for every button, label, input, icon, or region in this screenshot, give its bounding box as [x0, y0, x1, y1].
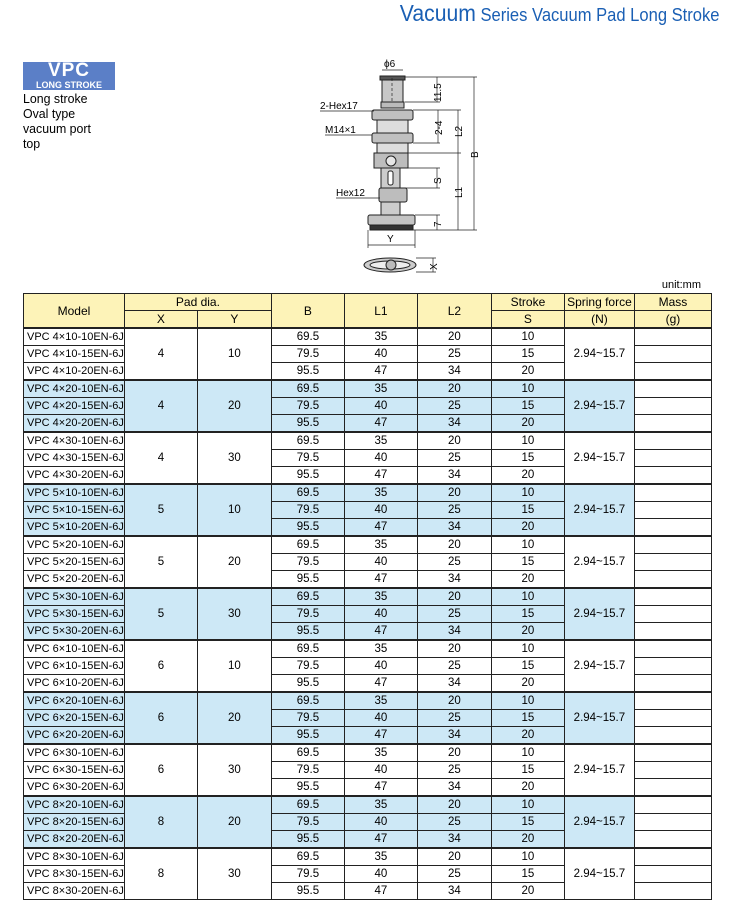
- stroke-cell: 15: [491, 814, 564, 831]
- b-cell: 79.5: [271, 658, 344, 675]
- l1-cell: 40: [344, 554, 417, 571]
- model-cell: VPC 4×10-20EN-6J: [24, 363, 125, 381]
- stroke-cell: 15: [491, 606, 564, 623]
- stroke-cell: 20: [491, 727, 564, 745]
- spec-table-body: [24, 328, 712, 900]
- pad-x-cell: 5: [124, 588, 197, 640]
- l1-cell: 47: [344, 779, 417, 797]
- l2-cell: 34: [417, 779, 491, 797]
- model-cell: VPC 4×20-20EN-6J: [24, 415, 125, 433]
- l1-cell: 47: [344, 623, 417, 641]
- mass-cell: [634, 814, 711, 831]
- table-row: [24, 536, 712, 554]
- stroke-cell: 20: [491, 883, 564, 900]
- l1-cell: 35: [344, 328, 417, 346]
- stroke-cell: 10: [491, 484, 564, 502]
- b-cell: 69.5: [271, 536, 344, 554]
- table-row: [24, 640, 712, 658]
- mass-cell: [634, 848, 711, 866]
- stroke-cell: 15: [491, 658, 564, 675]
- l2-cell: 25: [417, 346, 491, 363]
- b-cell: 79.5: [271, 450, 344, 467]
- b-cell: 69.5: [271, 588, 344, 606]
- pad-y-cell: 30: [197, 588, 271, 640]
- mass-cell: [634, 346, 711, 363]
- pad-x-cell: 4: [124, 432, 197, 484]
- stroke-cell: 20: [491, 675, 564, 693]
- stroke-cell: 20: [491, 623, 564, 641]
- l2-cell: 34: [417, 623, 491, 641]
- b-cell: 79.5: [271, 866, 344, 883]
- b-cell: 69.5: [271, 432, 344, 450]
- header-pad-dia: Pad dia.: [124, 294, 271, 311]
- pad-x-cell: 6: [124, 640, 197, 692]
- model-cell: VPC 5×10-15EN-6J: [24, 502, 125, 519]
- desc-line: vacuum port: [23, 121, 91, 136]
- mass-cell: [634, 692, 711, 710]
- mass-cell: [634, 796, 711, 814]
- b-cell: 79.5: [271, 710, 344, 727]
- title-rest: Series Vacuum Pad Long Stroke: [475, 5, 719, 25]
- l1-cell: 47: [344, 363, 417, 381]
- model-cell: VPC 5×10-10EN-6J: [24, 484, 125, 502]
- stroke-cell: 15: [491, 866, 564, 883]
- stroke-cell: 20: [491, 415, 564, 433]
- l1-cell: 40: [344, 710, 417, 727]
- b-cell: 95.5: [271, 883, 344, 900]
- l1-cell: 35: [344, 588, 417, 606]
- model-cell: VPC 8×20-15EN-6J: [24, 814, 125, 831]
- dim-2-4: 2-4: [434, 120, 445, 135]
- stroke-cell: 15: [491, 502, 564, 519]
- l1-cell: 47: [344, 467, 417, 485]
- mass-cell: [634, 502, 711, 519]
- dim-l2: L2: [454, 125, 465, 137]
- mass-cell: [634, 831, 711, 849]
- b-cell: 69.5: [271, 848, 344, 866]
- mass-cell: [634, 883, 711, 900]
- stroke-cell: 10: [491, 692, 564, 710]
- desc-line: Long stroke: [23, 91, 88, 106]
- stroke-cell: 10: [491, 848, 564, 866]
- model-cell: VPC 6×20-20EN-6J: [24, 727, 125, 745]
- model-cell: VPC 6×10-20EN-6J: [24, 675, 125, 693]
- dim-x: X: [429, 263, 440, 270]
- model-cell: VPC 4×20-15EN-6J: [24, 398, 125, 415]
- model-cell: VPC 6×20-10EN-6J: [24, 692, 125, 710]
- l1-cell: 40: [344, 502, 417, 519]
- l1-cell: 47: [344, 675, 417, 693]
- l1-cell: 40: [344, 866, 417, 883]
- l2-cell: 34: [417, 675, 491, 693]
- l1-cell: 47: [344, 727, 417, 745]
- header-spring-sub: (N): [564, 311, 634, 329]
- model-cell: VPC 6×30-20EN-6J: [24, 779, 125, 797]
- spring-force-cell: 2.94~15.7: [564, 848, 634, 900]
- model-cell: VPC 8×20-20EN-6J: [24, 831, 125, 849]
- mass-cell: [634, 744, 711, 762]
- stroke-cell: 20: [491, 519, 564, 537]
- badge-main: VPC: [47, 60, 91, 81]
- header-y: Y: [197, 311, 271, 329]
- spring-force-cell: 2.94~15.7: [564, 380, 634, 432]
- b-cell: 95.5: [271, 571, 344, 589]
- model-cell: VPC 4×10-15EN-6J: [24, 346, 125, 363]
- header-l2: L2: [417, 294, 491, 329]
- l1-cell: 40: [344, 658, 417, 675]
- l1-cell: 35: [344, 380, 417, 398]
- mass-cell: [634, 484, 711, 502]
- vacuum-pad-drawing: [0, 0, 731, 290]
- table-row: [24, 432, 712, 450]
- model-cell: VPC 8×20-10EN-6J: [24, 796, 125, 814]
- b-cell: 79.5: [271, 606, 344, 623]
- stroke-cell: 15: [491, 398, 564, 415]
- l2-cell: 34: [417, 467, 491, 485]
- l2-cell: 25: [417, 554, 491, 571]
- l2-cell: 34: [417, 415, 491, 433]
- model-cell: VPC 4×20-10EN-6J: [24, 380, 125, 398]
- model-cell: VPC 8×30-10EN-6J: [24, 848, 125, 866]
- model-cell: VPC 6×30-10EN-6J: [24, 744, 125, 762]
- l2-cell: 20: [417, 848, 491, 866]
- model-cell: VPC 5×30-10EN-6J: [24, 588, 125, 606]
- label-m14: M14×1: [325, 125, 356, 136]
- l2-cell: 34: [417, 519, 491, 537]
- spec-table: [23, 293, 712, 900]
- model-cell: VPC 4×30-10EN-6J: [24, 432, 125, 450]
- mass-cell: [634, 554, 711, 571]
- mass-cell: [634, 762, 711, 779]
- spring-force-cell: 2.94~15.7: [564, 536, 634, 588]
- stroke-cell: 10: [491, 380, 564, 398]
- l1-cell: 47: [344, 519, 417, 537]
- stroke-cell: 20: [491, 467, 564, 485]
- l2-cell: 20: [417, 536, 491, 554]
- b-cell: 69.5: [271, 692, 344, 710]
- pad-x-cell: 8: [124, 848, 197, 900]
- model-cell: VPC 6×20-15EN-6J: [24, 710, 125, 727]
- spring-force-cell: 2.94~15.7: [564, 796, 634, 848]
- l2-cell: 25: [417, 710, 491, 727]
- dim-7: 7: [433, 221, 444, 227]
- l2-cell: 34: [417, 571, 491, 589]
- model-cell: VPC 8×30-20EN-6J: [24, 883, 125, 900]
- mass-cell: [634, 536, 711, 554]
- stroke-cell: 15: [491, 710, 564, 727]
- mass-cell: [634, 606, 711, 623]
- stroke-cell: 20: [491, 363, 564, 381]
- l2-cell: 34: [417, 831, 491, 849]
- header-b: B: [271, 294, 344, 329]
- b-cell: 95.5: [271, 675, 344, 693]
- mass-cell: [634, 779, 711, 797]
- b-cell: 95.5: [271, 727, 344, 745]
- table-row: [24, 744, 712, 762]
- unit-label: unit:mm: [661, 279, 701, 291]
- model-cell: VPC 4×10-10EN-6J: [24, 328, 125, 346]
- mass-cell: [634, 727, 711, 745]
- l2-cell: 20: [417, 380, 491, 398]
- b-cell: 69.5: [271, 796, 344, 814]
- pad-y-cell: 20: [197, 536, 271, 588]
- b-cell: 95.5: [271, 519, 344, 537]
- pad-y-cell: 20: [197, 692, 271, 744]
- pad-x-cell: 6: [124, 744, 197, 796]
- mass-cell: [634, 519, 711, 537]
- table-row: [24, 380, 712, 398]
- table-row: [24, 692, 712, 710]
- b-cell: 95.5: [271, 467, 344, 485]
- pad-y-cell: 10: [197, 484, 271, 536]
- b-cell: 79.5: [271, 398, 344, 415]
- table-row: [24, 484, 712, 502]
- model-cell: VPC 5×20-10EN-6J: [24, 536, 125, 554]
- spring-force-cell: 2.94~15.7: [564, 588, 634, 640]
- spring-force-cell: 2.94~15.7: [564, 692, 634, 744]
- dim-b: B: [470, 151, 481, 158]
- l1-cell: 35: [344, 536, 417, 554]
- l1-cell: 40: [344, 814, 417, 831]
- model-cell: VPC 5×10-20EN-6J: [24, 519, 125, 537]
- b-cell: 69.5: [271, 744, 344, 762]
- l1-cell: 40: [344, 606, 417, 623]
- l1-cell: 35: [344, 796, 417, 814]
- l1-cell: 47: [344, 883, 417, 900]
- pad-x-cell: 5: [124, 536, 197, 588]
- l2-cell: 34: [417, 363, 491, 381]
- pad-x-cell: 4: [124, 328, 197, 380]
- stroke-cell: 20: [491, 779, 564, 797]
- spring-force-cell: 2.94~15.7: [564, 328, 634, 380]
- l2-cell: 25: [417, 606, 491, 623]
- mass-cell: [634, 450, 711, 467]
- dim-l1: L1: [454, 186, 465, 198]
- mass-cell: [634, 640, 711, 658]
- stroke-cell: 15: [491, 554, 564, 571]
- l2-cell: 20: [417, 328, 491, 346]
- stroke-cell: 15: [491, 762, 564, 779]
- l2-cell: 20: [417, 640, 491, 658]
- stroke-cell: 10: [491, 744, 564, 762]
- stroke-cell: 10: [491, 796, 564, 814]
- stroke-cell: 15: [491, 346, 564, 363]
- title-series: Vacuum: [399, 0, 476, 26]
- model-cell: VPC 5×20-20EN-6J: [24, 571, 125, 589]
- model-cell: VPC 6×10-10EN-6J: [24, 640, 125, 658]
- desc-line: top: [23, 136, 41, 151]
- spring-force-cell: 2.94~15.7: [564, 484, 634, 536]
- pad-x-cell: 5: [124, 484, 197, 536]
- header-spring: Spring force: [564, 294, 634, 311]
- model-cell: VPC 5×30-15EN-6J: [24, 606, 125, 623]
- l2-cell: 34: [417, 727, 491, 745]
- header-mass: Mass: [634, 294, 711, 311]
- model-cell: VPC 6×10-15EN-6J: [24, 658, 125, 675]
- mass-cell: [634, 398, 711, 415]
- b-cell: 79.5: [271, 554, 344, 571]
- pad-y-cell: 30: [197, 744, 271, 796]
- model-cell: VPC 5×20-15EN-6J: [24, 554, 125, 571]
- desc-line: Oval type: [23, 106, 76, 121]
- table-row: [24, 796, 712, 814]
- b-cell: 95.5: [271, 623, 344, 641]
- mass-cell: [634, 328, 711, 346]
- pad-x-cell: 8: [124, 796, 197, 848]
- stroke-cell: 20: [491, 831, 564, 849]
- l1-cell: 35: [344, 432, 417, 450]
- dim-y: Y: [387, 234, 394, 245]
- model-cell: VPC 6×30-15EN-6J: [24, 762, 125, 779]
- l1-cell: 35: [344, 640, 417, 658]
- mass-cell: [634, 675, 711, 693]
- l2-cell: 25: [417, 762, 491, 779]
- l2-cell: 25: [417, 450, 491, 467]
- header-stroke-sub: S: [491, 311, 564, 329]
- header-l1: L1: [344, 294, 417, 329]
- b-cell: 79.5: [271, 346, 344, 363]
- b-cell: 95.5: [271, 415, 344, 433]
- b-cell: 69.5: [271, 640, 344, 658]
- b-cell: 79.5: [271, 502, 344, 519]
- l2-cell: 34: [417, 883, 491, 900]
- spring-force-cell: 2.94~15.7: [564, 432, 634, 484]
- label-hex12: Hex12: [336, 188, 365, 199]
- stroke-cell: 10: [491, 588, 564, 606]
- stroke-cell: 10: [491, 328, 564, 346]
- header-mass-sub: (g): [634, 311, 711, 329]
- b-cell: 69.5: [271, 380, 344, 398]
- mass-cell: [634, 571, 711, 589]
- l2-cell: 25: [417, 814, 491, 831]
- label-hex17: 2-Hex17: [320, 101, 358, 112]
- pad-x-cell: 6: [124, 692, 197, 744]
- l1-cell: 35: [344, 692, 417, 710]
- b-cell: 79.5: [271, 762, 344, 779]
- stroke-cell: 20: [491, 571, 564, 589]
- pad-y-cell: 10: [197, 640, 271, 692]
- badge-sub: LONG STROKE: [35, 80, 102, 90]
- model-cell: VPC 8×30-15EN-6J: [24, 866, 125, 883]
- pad-y-cell: 30: [197, 432, 271, 484]
- mass-cell: [634, 467, 711, 485]
- mass-cell: [634, 588, 711, 606]
- table-row: [24, 588, 712, 606]
- l1-cell: 35: [344, 744, 417, 762]
- table-row: [24, 328, 712, 346]
- l2-cell: 20: [417, 796, 491, 814]
- mass-cell: [634, 866, 711, 883]
- spring-force-cell: 2.94~15.7: [564, 744, 634, 796]
- mass-cell: [634, 415, 711, 433]
- header-stroke: Stroke: [491, 294, 564, 311]
- b-cell: 95.5: [271, 363, 344, 381]
- l2-cell: 25: [417, 398, 491, 415]
- dim-s: S: [433, 177, 444, 184]
- l1-cell: 35: [344, 848, 417, 866]
- model-cell: VPC 5×30-20EN-6J: [24, 623, 125, 641]
- pad-y-cell: 20: [197, 796, 271, 848]
- l2-cell: 20: [417, 692, 491, 710]
- l1-cell: 40: [344, 450, 417, 467]
- header-model: Model: [24, 294, 125, 329]
- mass-cell: [634, 432, 711, 450]
- l1-cell: 40: [344, 398, 417, 415]
- pad-y-cell: 30: [197, 848, 271, 900]
- b-cell: 79.5: [271, 814, 344, 831]
- b-cell: 95.5: [271, 831, 344, 849]
- l2-cell: 20: [417, 432, 491, 450]
- stroke-cell: 10: [491, 432, 564, 450]
- mass-cell: [634, 658, 711, 675]
- pad-y-cell: 10: [197, 328, 271, 380]
- mass-cell: [634, 623, 711, 641]
- stroke-cell: 10: [491, 640, 564, 658]
- b-cell: 69.5: [271, 328, 344, 346]
- l1-cell: 35: [344, 484, 417, 502]
- l1-cell: 40: [344, 346, 417, 363]
- l2-cell: 20: [417, 588, 491, 606]
- stroke-cell: 15: [491, 450, 564, 467]
- l1-cell: 40: [344, 762, 417, 779]
- mass-cell: [634, 363, 711, 381]
- pad-x-cell: 4: [124, 380, 197, 432]
- mass-cell: [634, 710, 711, 727]
- b-cell: 95.5: [271, 779, 344, 797]
- l2-cell: 25: [417, 658, 491, 675]
- model-cell: VPC 4×30-20EN-6J: [24, 467, 125, 485]
- model-cell: VPC 4×30-15EN-6J: [24, 450, 125, 467]
- l2-cell: 20: [417, 744, 491, 762]
- table-row: [24, 848, 712, 866]
- dim-phi6: ϕ6: [384, 59, 396, 70]
- stroke-cell: 10: [491, 536, 564, 554]
- l2-cell: 25: [417, 866, 491, 883]
- dim-11-5: 11.5: [433, 83, 444, 102]
- pad-y-cell: 20: [197, 380, 271, 432]
- header-x: X: [124, 311, 197, 329]
- spring-force-cell: 2.94~15.7: [564, 640, 634, 692]
- l1-cell: 47: [344, 831, 417, 849]
- l1-cell: 47: [344, 571, 417, 589]
- b-cell: 69.5: [271, 484, 344, 502]
- l1-cell: 47: [344, 415, 417, 433]
- l2-cell: 25: [417, 502, 491, 519]
- mass-cell: [634, 380, 711, 398]
- l2-cell: 20: [417, 484, 491, 502]
